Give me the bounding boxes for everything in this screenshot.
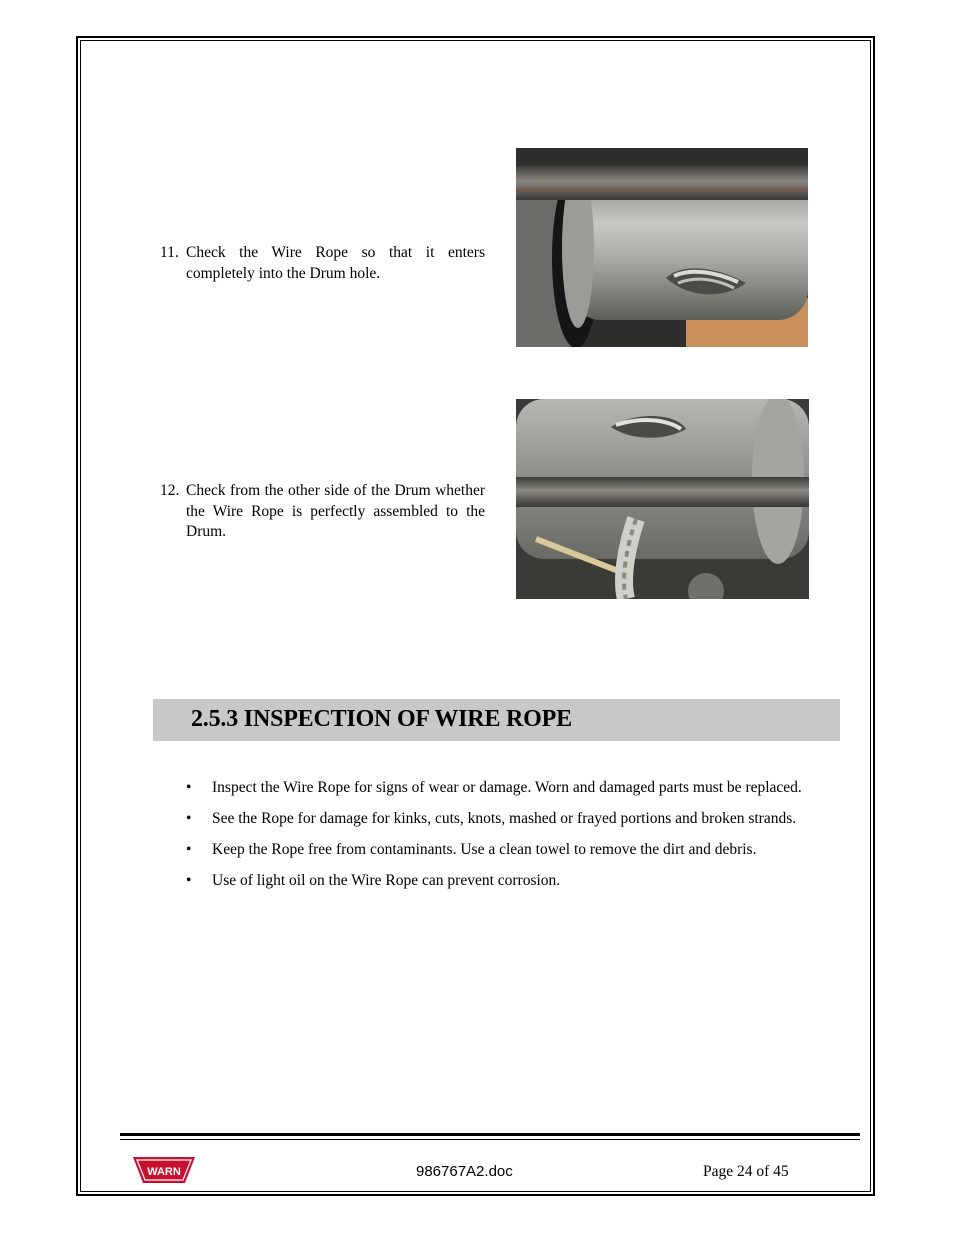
footer-rule-thin <box>120 1139 860 1140</box>
list-item-text: Inspect the Wire Rope for signs of wear or damage. Worn and damaged parts must be replaced. <box>212 779 802 796</box>
section-title: 2.5.3 INSPECTION OF WIRE ROPE <box>191 706 572 732</box>
list-item <box>186 803 833 834</box>
step-11 <box>160 243 485 284</box>
list-item-text: Keep the Rope free from contaminants. Use a clean towel to remove the dirt and debris. <box>212 841 757 858</box>
bullet-icon: • <box>186 841 192 858</box>
step-12 <box>160 481 485 543</box>
list-item-text: Use of light oil on the Wire Rope can prevent corrosion. <box>212 872 561 889</box>
step-text: Check from the other side of the Drum whether the Wire Rope is perfectly assembled to the Drum. <box>186 482 485 540</box>
list-item <box>186 834 833 865</box>
bullet-icon: • <box>186 779 192 796</box>
footer-page-number: Page 24 of 45 <box>703 1163 789 1180</box>
section-heading-bar <box>153 699 840 741</box>
inspection-bullet-list <box>186 772 833 896</box>
step-number: 11. <box>160 244 179 261</box>
footer-rule-thick <box>120 1133 860 1136</box>
step-text: Check the Wire Rope so that it enters completely into the Drum hole. <box>186 244 485 282</box>
list-item <box>186 865 833 896</box>
drum-hole-photo <box>516 148 808 347</box>
bullet-icon: • <box>186 872 192 889</box>
logo-text: WARN <box>147 1166 181 1178</box>
step-number: 12. <box>160 482 180 499</box>
drum-other-side-photo <box>516 399 809 599</box>
warn-logo <box>133 1155 195 1185</box>
list-item <box>186 772 833 803</box>
list-item-text: See the Rope for damage for kinks, cuts, knots, mashed or frayed portions and broken strands. <box>212 810 797 827</box>
bullet-icon: • <box>186 810 192 827</box>
footer-document-name: 986767A2.doc <box>416 1163 513 1180</box>
